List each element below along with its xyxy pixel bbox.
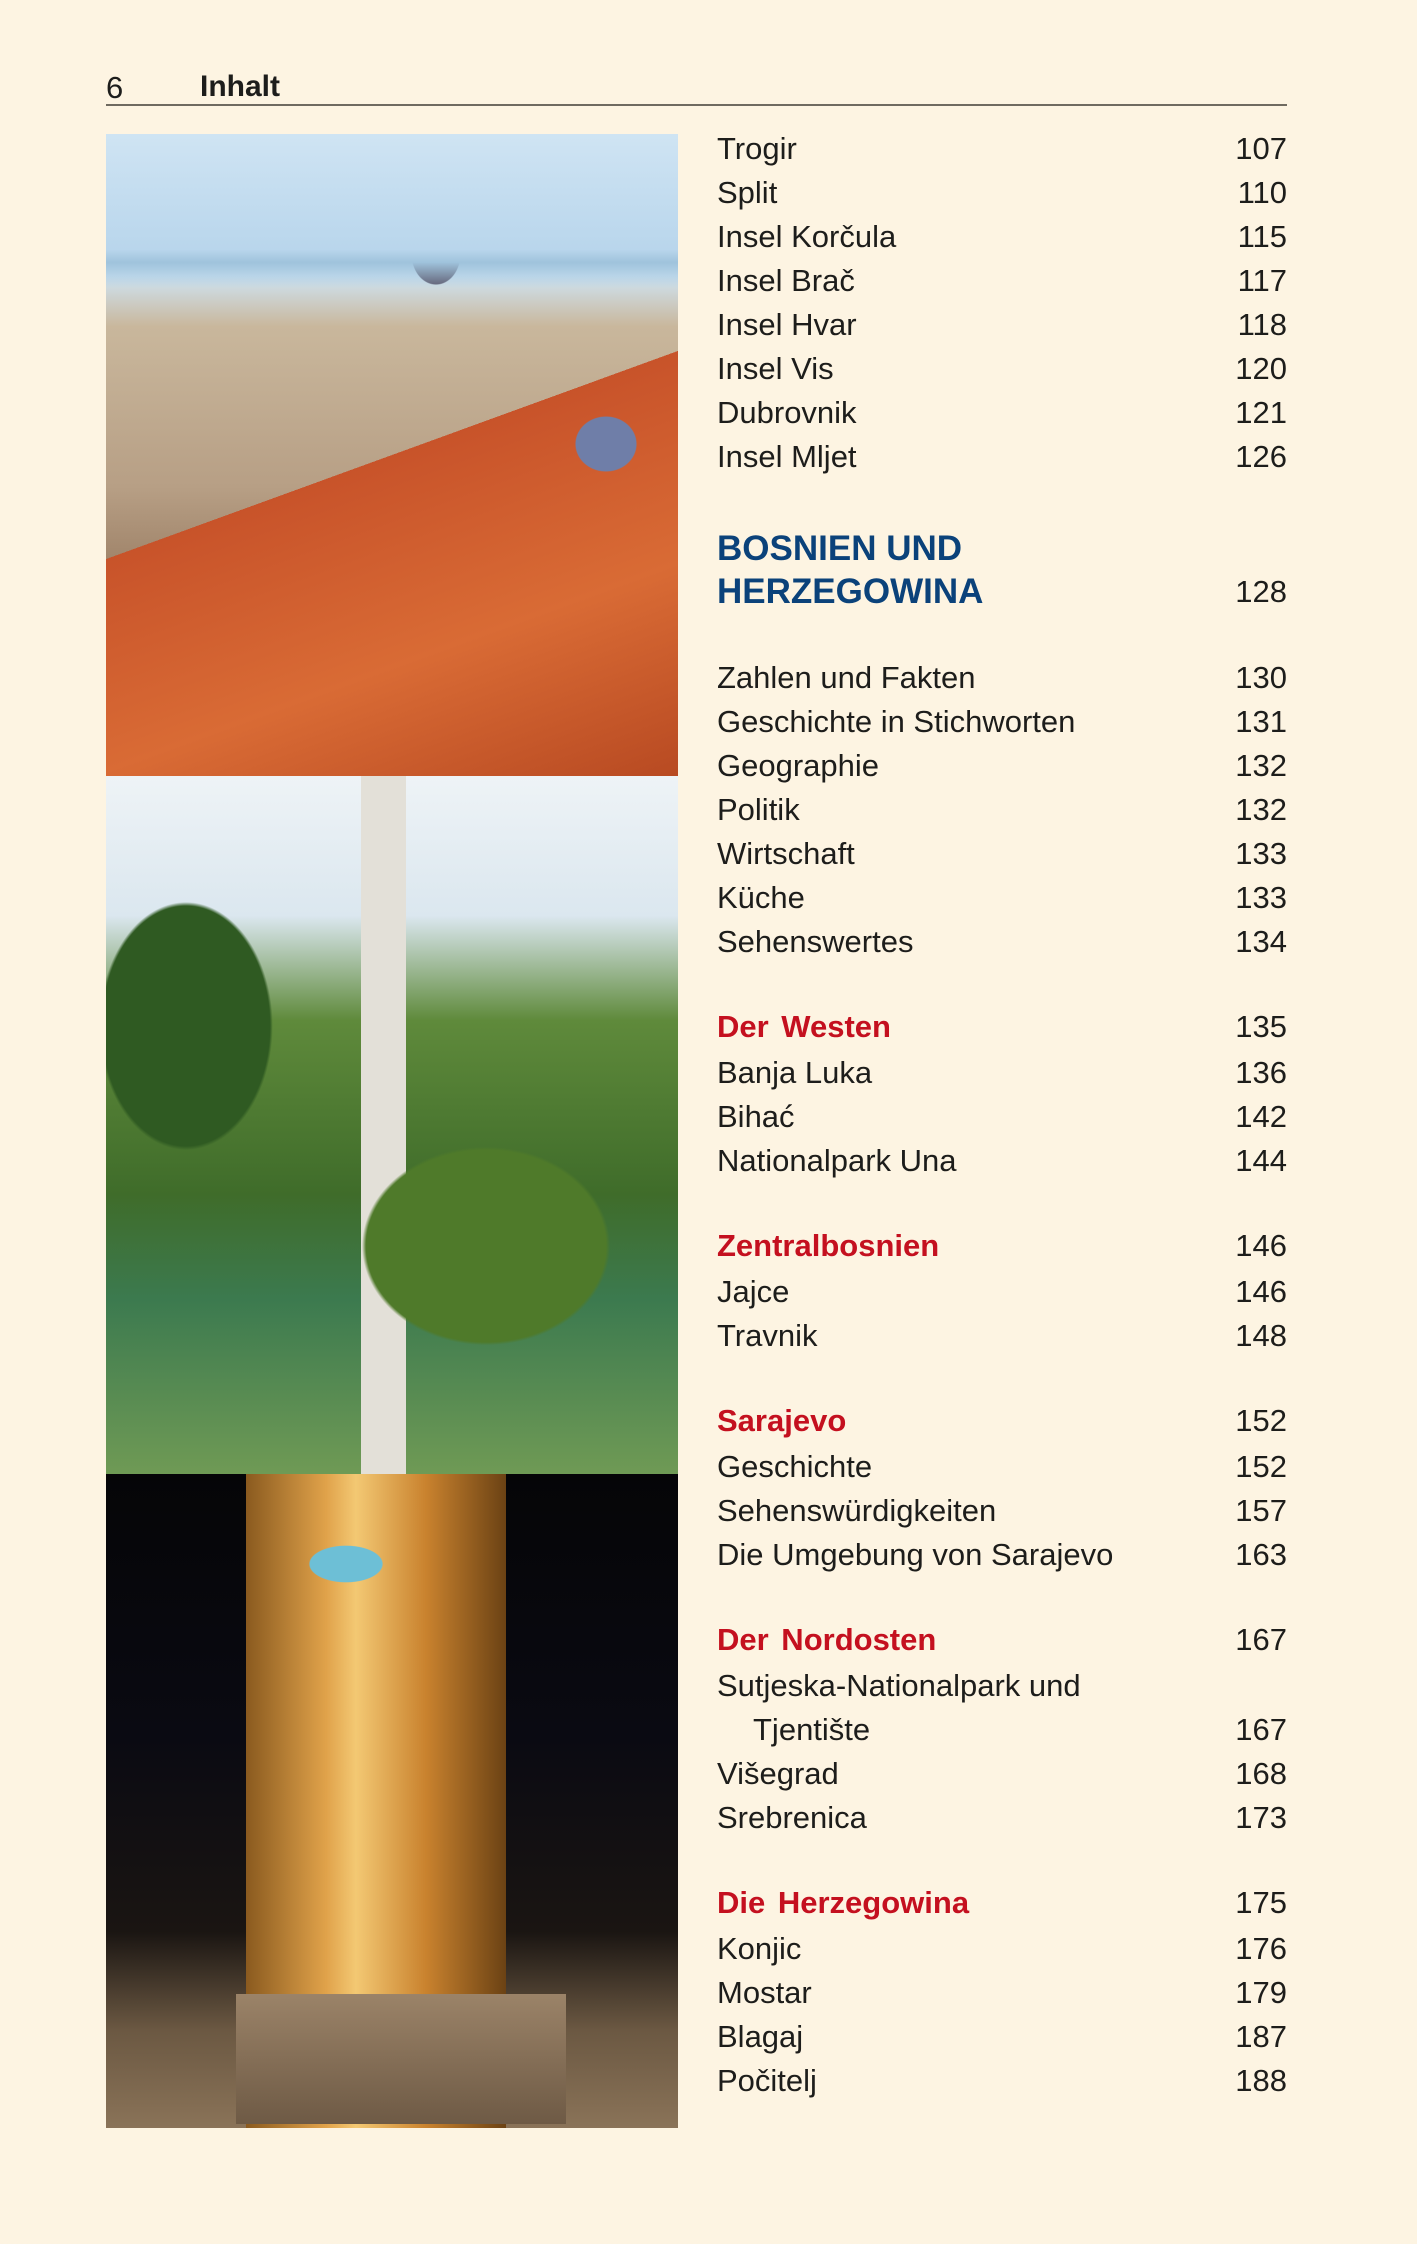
- toc-entry[interactable]: [717, 1927, 1287, 1971]
- toc-entry-title: Der Westen: [717, 1009, 891, 1044]
- toc-entry-page: 167: [1235, 1712, 1287, 1747]
- toc-entry-page: 134: [1235, 924, 1287, 959]
- toc-entry-page: 157: [1235, 1493, 1287, 1528]
- toc-entry[interactable]: [717, 2015, 1287, 2059]
- toc-entry-page: 121: [1235, 395, 1287, 430]
- toc-entry-page: 118: [1237, 307, 1287, 342]
- toc-entry-title: Insel Brač: [717, 263, 855, 298]
- toc-entry-page: 136: [1235, 1055, 1287, 1090]
- toc-entry-title: Dubrovnik: [717, 395, 857, 430]
- toc-entry-page: 146: [1235, 1228, 1287, 1263]
- toc-country-heading[interactable]: [717, 527, 1287, 613]
- photo-dubrovnik-rooftops: [106, 134, 678, 776]
- toc-entry-title: Višegrad: [717, 1756, 839, 1791]
- toc-entry-title: Insel Mljet: [717, 439, 857, 474]
- toc-entry[interactable]: [717, 788, 1287, 832]
- toc-entry-page: 133: [1235, 880, 1287, 915]
- toc-entry[interactable]: [717, 127, 1287, 171]
- toc-entry-title: Wirtschaft: [717, 836, 855, 871]
- toc-entry-title: Küche: [717, 880, 805, 915]
- toc-entry-title: Jajce: [717, 1274, 790, 1309]
- toc-entry[interactable]: [717, 259, 1287, 303]
- toc-entry[interactable]: [717, 1796, 1287, 1840]
- toc-section-heading[interactable]: [717, 1222, 1287, 1270]
- toc-entry-title: Nationalpark Una: [717, 1143, 957, 1178]
- toc-section-heading[interactable]: [717, 1879, 1287, 1927]
- toc-entry[interactable]: [717, 435, 1287, 479]
- toc-entry[interactable]: [717, 391, 1287, 435]
- toc-entry-page: 187: [1235, 2019, 1287, 2054]
- toc-entry-page: 144: [1235, 1143, 1287, 1178]
- toc-entry[interactable]: [717, 1533, 1287, 1577]
- toc-entry[interactable]: [717, 1139, 1287, 1183]
- toc-entry-page: 117: [1237, 263, 1287, 298]
- toc-entry[interactable]: [717, 700, 1287, 744]
- toc-entry-title: Blagaj: [717, 2019, 804, 2054]
- toc-entry[interactable]: [717, 347, 1287, 391]
- toc-entry-page: 135: [1235, 1009, 1287, 1044]
- toc-entry[interactable]: [717, 1270, 1287, 1314]
- toc-entry-page: 107: [1235, 131, 1287, 166]
- toc-entry-title: Politik: [717, 792, 800, 827]
- toc-entry-page: 133: [1235, 836, 1287, 871]
- toc-entry-page: 132: [1235, 748, 1287, 783]
- toc-entry[interactable]: [717, 1971, 1287, 2015]
- toc-entry-page: 173: [1235, 1800, 1287, 1835]
- toc-entry-title: Insel Korčula: [717, 219, 897, 254]
- toc-entry[interactable]: [717, 215, 1287, 259]
- toc-entry-page: 142: [1235, 1099, 1287, 1134]
- toc-entry-title: Zentralbosnien: [717, 1228, 940, 1263]
- toc-entry[interactable]: [717, 920, 1287, 964]
- page-number: 6: [106, 70, 124, 105]
- header-title: Inhalt: [200, 70, 280, 103]
- toc-entry-title: Trogir: [717, 131, 797, 166]
- toc-entry-page: 168: [1235, 1756, 1287, 1791]
- toc-section-heading[interactable]: [717, 1616, 1287, 1664]
- toc-entry-title: Sehenswürdigkeiten: [717, 1493, 997, 1528]
- toc-entry-title: BOSNIEN UND HERZEGOWINA: [717, 529, 984, 611]
- toc-entry[interactable]: [717, 832, 1287, 876]
- toc-entry-title: Split: [717, 175, 778, 210]
- toc-entry-title: Insel Hvar: [717, 307, 857, 342]
- toc-entry-title: Der Nordosten: [717, 1622, 937, 1657]
- toc-entry[interactable]: [717, 2059, 1287, 2103]
- toc-entry[interactable]: [717, 1664, 1287, 1708]
- toc-entry[interactable]: [717, 1708, 1287, 1752]
- photo-sebilj-fountain-night: [106, 1474, 678, 2128]
- toc-entry-page: 152: [1235, 1403, 1287, 1438]
- toc-entry[interactable]: [717, 1752, 1287, 1796]
- table-of-contents: [717, 127, 1287, 2103]
- toc-entry-page: 167: [1235, 1622, 1287, 1657]
- toc-entry-title: Die Umgebung von Sarajevo: [717, 1537, 1114, 1572]
- toc-entry[interactable]: [717, 1489, 1287, 1533]
- toc-entry-title: Zahlen und Fakten: [717, 660, 976, 695]
- toc-entry-title: Mostar: [717, 1975, 812, 2010]
- toc-entry-title: Sehenswertes: [717, 924, 914, 959]
- toc-entry-title: Srebrenica: [717, 1800, 867, 1835]
- toc-entry-page: 148: [1235, 1318, 1287, 1353]
- toc-entry-page: 128: [1235, 574, 1287, 609]
- toc-entry[interactable]: [717, 744, 1287, 788]
- toc-section-heading[interactable]: [717, 1397, 1287, 1445]
- toc-entry[interactable]: [717, 303, 1287, 347]
- toc-entry-page: 179: [1235, 1975, 1287, 2010]
- toc-entry[interactable]: [717, 1051, 1287, 1095]
- toc-section-heading[interactable]: [717, 1003, 1287, 1051]
- toc-entry-page: 163: [1235, 1537, 1287, 1572]
- toc-entry-page: 188: [1235, 2063, 1287, 2098]
- toc-entry-title: Die Herzegowina: [717, 1885, 970, 1920]
- toc-entry-page: 131: [1235, 704, 1287, 739]
- toc-entry-page: 110: [1237, 175, 1287, 210]
- toc-entry-title: Geschichte in Stichworten: [717, 704, 1076, 739]
- toc-entry-title: Insel Vis: [717, 351, 834, 386]
- toc-entry-title: Bihać: [717, 1099, 795, 1134]
- toc-entry[interactable]: [717, 1314, 1287, 1358]
- toc-entry-page: 126: [1235, 439, 1287, 474]
- toc-entry-page: 152: [1235, 1449, 1287, 1484]
- toc-entry-title: Travnik: [717, 1318, 818, 1353]
- toc-entry[interactable]: [717, 171, 1287, 215]
- toc-entry[interactable]: [717, 1095, 1287, 1139]
- toc-entry[interactable]: [717, 1445, 1287, 1489]
- photo-river-town-tower: [106, 776, 678, 1474]
- toc-entry-page: 120: [1235, 351, 1287, 386]
- toc-entry-page: 175: [1235, 1885, 1287, 1920]
- toc-entry[interactable]: [717, 656, 1287, 700]
- toc-entry-title: Počitelj: [717, 2063, 817, 2098]
- toc-entry-title: Geschichte: [717, 1449, 873, 1484]
- toc-entry[interactable]: [717, 876, 1287, 920]
- toc-entry-page: 146: [1235, 1274, 1287, 1309]
- toc-entry-page: 132: [1235, 792, 1287, 827]
- running-header: [106, 66, 1287, 106]
- toc-entry-title: Geographie: [717, 748, 880, 783]
- toc-entry-title: Banja Luka: [717, 1055, 873, 1090]
- toc-entry-page: 176: [1235, 1931, 1287, 1966]
- toc-entry-title: Konjic: [717, 1931, 802, 1966]
- toc-entry-title: Sarajevo: [717, 1403, 847, 1438]
- toc-entry-page: 130: [1235, 660, 1287, 695]
- toc-entry-title: Sutjeska-Nationalpark und: [717, 1668, 1081, 1703]
- toc-entry-page: 115: [1237, 219, 1287, 254]
- toc-entry-title: Tjentište: [753, 1712, 871, 1747]
